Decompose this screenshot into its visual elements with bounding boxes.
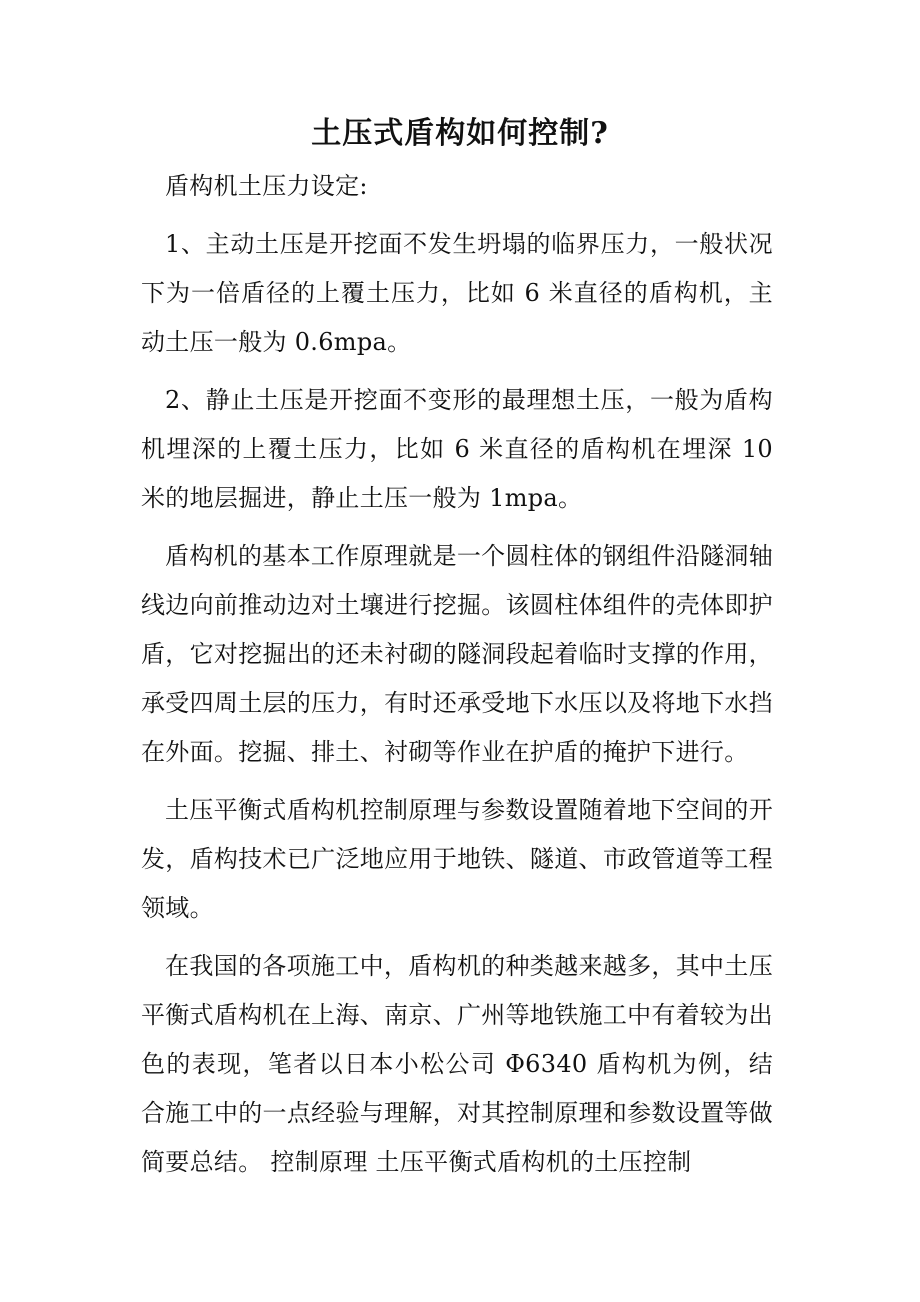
paragraph: 盾构机土压力设定:	[165, 172, 368, 200]
paragraph: 2、静止土压是开挖面不变形的最理想土压，一般为盾构机埋深的上覆土压力，比如 6 米直径的盾构机在埋深 10 米的地层掘进，静止土压一般为 1mpa。	[141, 386, 773, 512]
paragraph: 1、主动土压是开挖面不发生坍塌的临界压力，一般状况下为一倍盾径的上覆土压力，比如 6 米直径的盾构机，主动土压一般为 0.6mpa。	[141, 230, 773, 356]
document-body	[141, 162, 773, 1196]
paragraph: 土压平衡式盾构机控制原理与参数设置随着地下空间的开发，盾构技术已广泛地应用于地铁、隧道、市政管道等工程领域。	[141, 796, 773, 922]
paragraph: 盾构机的基本工作原理就是一个圆柱体的钢组件沿隧洞轴线边向前推动边对土壤进行挖掘。该圆柱体组件的壳体即护盾，它对挖掘出的还未衬砌的隧洞段起着临时支撑的作用，承受四周土层的压力，有时还承受地下水压以及将地下水挡在外面。挖掘、排土、衬砌等作业在护盾的掩护下进行。	[141, 542, 773, 766]
paragraph: 在我国的各项施工中，盾构机的种类越来越多，其中土压平衡式盾构机在上海、南京、广州等地铁施工中有着较为出色的表现，笔者以日本小松公司 Φ6340 盾构机为例，结合施工中的一点经验与理解，对其控制原理和参数设置等做简要总结。 控制原理 土压平衡式盾构机的土压控制	[141, 952, 773, 1176]
page-title: 土压式盾构如何控制?	[311, 116, 609, 151]
